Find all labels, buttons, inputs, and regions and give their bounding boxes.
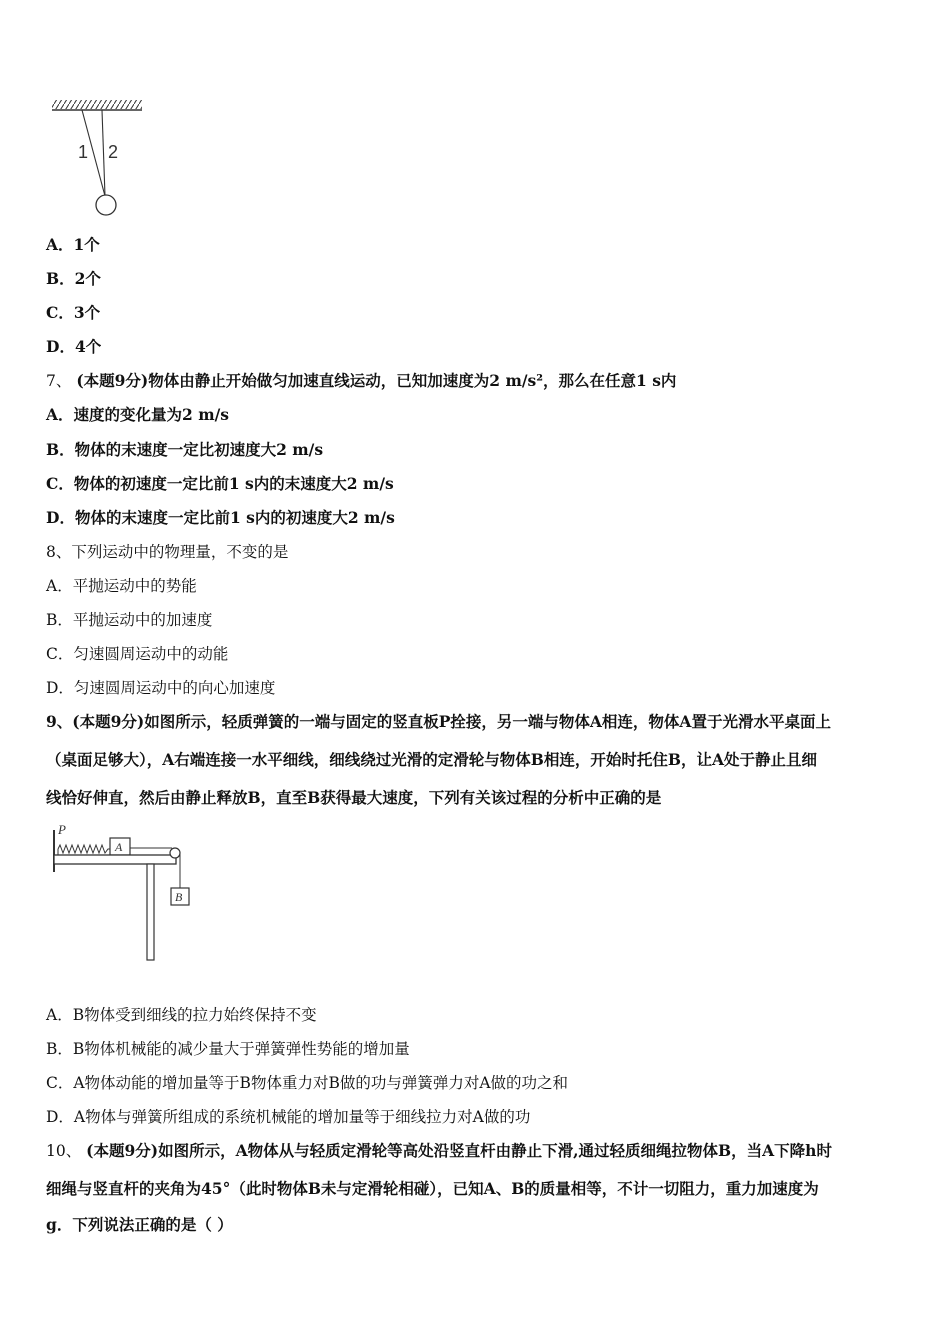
q8-stem-line	[46, 542, 288, 562]
q9-option-a	[46, 1005, 317, 1025]
q7-option-d: D．物体的末速度一定比前1 s内的初速度大2 m/s	[46, 508, 395, 527]
ceiling-hatch	[52, 100, 142, 109]
q9-option-d	[46, 1107, 530, 1127]
q9-stem-line-1	[46, 712, 831, 732]
q9-stem-line-2: （桌面足够大），A右端连接一水平细线，细线绕过光滑的定滑轮与物体B相连，开始时托住B，让A处于静止且细	[46, 750, 818, 769]
q6-option-a: A．1个	[46, 235, 100, 254]
spring-pulley-figure	[44, 822, 204, 967]
q10-stem-1: 如图所示，A物体从与轻质定滑轮等高处沿竖直杆由静止下滑,通过轻质细绳拉物体B，当A下降h时	[158, 1141, 832, 1160]
q10-stem-line-3: g．下列说法正确的是（ ）	[46, 1215, 233, 1234]
q10-stem-line-2: 细绳与竖直杆的夹角为45°（此时物体B未与定滑轮相碰），已知A、B的质量相等，不计一切阻力，重力加速度为	[46, 1179, 819, 1198]
q8-stem: 下列运动中的物理量，不变的是	[71, 543, 289, 561]
q8-option-b: B．平抛运动中的加速度	[46, 611, 213, 629]
q6-option-b: B．2个	[46, 269, 101, 288]
q8-number: 8、	[46, 543, 72, 561]
pulley	[170, 848, 180, 858]
q9-option-c	[46, 1073, 568, 1093]
table-leg	[147, 864, 154, 960]
q8-option-a: A．平抛运动中的势能	[46, 577, 197, 595]
q9-option-b	[46, 1039, 410, 1059]
spring	[58, 845, 110, 853]
q10-number: 10、	[46, 1142, 82, 1160]
q7-score: (本题9分)	[76, 371, 149, 390]
label-a: A	[115, 840, 123, 854]
string-label-1: 1	[78, 142, 89, 162]
q9-stem-line-3: 线恰好伸直，然后由静止释放B，直至B获得最大速度，下列有关该过程的分析中正确的是	[46, 788, 662, 807]
q7-option-c: C．物体的初速度一定比前1 s内的末速度大2 m/s	[46, 474, 394, 493]
table-top	[54, 855, 176, 864]
q9-option-c-text: C．A物体动能的增加量等于B物体重力对B做的功与弹簧弹力对A做的功之和	[46, 1074, 569, 1092]
q10-score: (本题9分)	[86, 1141, 159, 1160]
q7-option-a: A．速度的变化量为2 m/s	[46, 405, 229, 424]
q7-stem: 物体由静止开始做匀加速直线运动，已知加速度为2 m/s²，那么在任意1 s内	[148, 371, 677, 390]
string-2	[102, 110, 105, 196]
q9-option-a-text: A．B物体受到细线的拉力始终保持不变	[46, 1006, 317, 1024]
q9-score: (本题9分)	[72, 712, 145, 731]
q6-option-c: C．3个	[46, 303, 101, 322]
q7-number: 7、	[46, 372, 72, 390]
q7-stem-line	[46, 371, 676, 391]
q9-stem-1: 如图所示，轻质弹簧的一端与固定的竖直板P拴接，另一端与物体A相连，物体A置于光滑水平桌面上	[144, 712, 831, 731]
pendulum-figure	[44, 96, 154, 226]
q9-option-d-text: D．A物体与弹簧所组成的系统机械能的增加量等于细线拉力对A做的功	[46, 1108, 531, 1126]
label-p: P	[58, 822, 66, 837]
q7-option-b: B．物体的末速度一定比初速度大2 m/s	[46, 440, 324, 459]
q10-stem-line-1	[46, 1141, 832, 1161]
string-label-2: 2	[108, 142, 119, 162]
q9-number: 9、	[46, 712, 73, 731]
pendulum-ball	[96, 195, 116, 215]
q6-option-d: D．4个	[46, 337, 102, 356]
q8-option-d: D．匀速圆周运动中的向心加速度	[46, 679, 276, 697]
q9-option-b-text: B．B物体机械能的减少量大于弹簧弹性势能的增加量	[46, 1040, 410, 1058]
q8-option-c: C．匀速圆周运动中的动能	[46, 645, 229, 663]
label-b: B	[175, 890, 183, 904]
